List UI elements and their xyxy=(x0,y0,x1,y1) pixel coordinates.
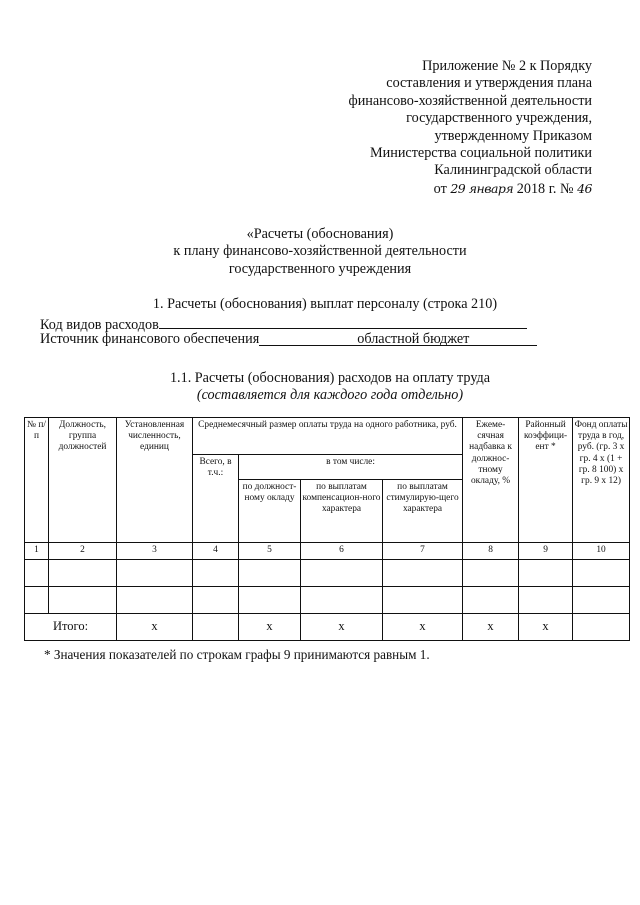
column-number: 7 xyxy=(383,543,463,560)
funding-source-label: Источник финансового обеспечения xyxy=(40,331,260,347)
table-cell xyxy=(463,587,519,614)
order-date-line xyxy=(300,180,592,198)
payroll-table xyxy=(24,417,630,641)
title-line: государственного учреждения xyxy=(228,260,412,277)
header-headcount: Установленная численность, единиц xyxy=(117,418,193,543)
header-line: утвержденному Приказом xyxy=(434,127,592,144)
footnote: * Значения показателей по строкам графы 9 принимаются равным 1. xyxy=(44,647,430,662)
header-avg-salary-group: Среднемесячный размер оплаты труда на одного работника, руб. xyxy=(193,418,463,455)
title-line: «Расчеты (обоснования) xyxy=(246,226,394,242)
total-label: Итого: xyxy=(25,614,117,641)
table-cell xyxy=(301,587,383,614)
funding-source-blank xyxy=(259,331,537,346)
table-cell xyxy=(49,587,117,614)
header-regional-coefficient: Районный коэффици-ент * xyxy=(519,418,573,543)
column-number-row xyxy=(25,543,630,560)
header-line: Приложение № 2 к Порядку xyxy=(422,58,592,74)
table-cell xyxy=(193,560,239,587)
table-cell xyxy=(573,587,630,614)
date-prefix: от xyxy=(433,180,447,197)
table-cell xyxy=(239,560,301,587)
header-line: государственного учреждения, xyxy=(406,110,592,127)
table-cell xyxy=(463,560,519,587)
column-number: 1 xyxy=(25,543,49,560)
column-number: 6 xyxy=(301,543,383,560)
column-number: 8 xyxy=(463,543,519,560)
header-including-group: в том числе: xyxy=(239,455,463,480)
header-line: финансово-хозяйственной деятельности xyxy=(348,92,592,109)
subsection-heading: 1.1. Расчеты (обоснования) расходов на оплату труда xyxy=(169,370,491,386)
subsection-heading-block xyxy=(60,370,600,403)
table-cell xyxy=(117,560,193,587)
table-cell xyxy=(117,587,193,614)
table-cell xyxy=(193,587,239,614)
total-cell: х xyxy=(117,614,193,641)
table-row xyxy=(25,587,630,614)
table-cell xyxy=(383,560,463,587)
total-cell xyxy=(193,614,239,641)
header-line: Калининградской области xyxy=(434,162,592,179)
table-cell xyxy=(383,587,463,614)
table-cell xyxy=(239,587,301,614)
header-annual-fund: Фонд оплаты труда в год, руб. (гр. 3 х гр. 4 х (1 + гр. 8 100) х гр. 9 х 12) xyxy=(573,418,630,543)
column-number: 9 xyxy=(519,543,573,560)
document-title xyxy=(120,226,520,278)
table-cell xyxy=(25,587,49,614)
column-number: 10 xyxy=(573,543,630,560)
column-number: 3 xyxy=(117,543,193,560)
table-cell xyxy=(49,560,117,587)
header-incentive: по выплатам стимулирую-щего характера xyxy=(383,480,463,543)
total-cell: х xyxy=(301,614,383,641)
header-position: Должность, группа должностей xyxy=(49,418,117,543)
header-row-1 xyxy=(25,418,630,455)
handwritten-number: 46 xyxy=(577,180,592,196)
header-monthly-bonus: Ежеме-сячная надбавка к должнос-тному окладу, % xyxy=(463,418,519,543)
table-cell xyxy=(519,560,573,587)
table-cell xyxy=(573,560,630,587)
table-row xyxy=(25,560,630,587)
table-cell xyxy=(519,587,573,614)
appendix-header xyxy=(300,58,592,198)
table-cell xyxy=(301,560,383,587)
total-cell xyxy=(573,614,630,641)
header-total: Всего, в т.ч.: xyxy=(193,455,239,543)
funding-source-value: областной бюджет xyxy=(357,331,470,347)
subsection-note: (составляется для каждого года отдельно) xyxy=(196,386,464,403)
section-1-heading: 1. Расчеты (обоснования) выплат персоналу (строка 210) xyxy=(152,296,498,312)
funding-source-field xyxy=(40,331,537,348)
total-cell: х xyxy=(519,614,573,641)
total-cell: х xyxy=(239,614,301,641)
header-line: Министерства социальной политики xyxy=(370,145,592,162)
column-number: 4 xyxy=(193,543,239,560)
handwritten-date: 29 января xyxy=(450,180,514,196)
header-base-salary: по должност-ному окладу xyxy=(239,480,301,543)
column-number: 5 xyxy=(239,543,301,560)
expense-code-blank xyxy=(159,314,527,329)
title-line: к плану финансово-хозяйственной деятельности xyxy=(173,243,467,260)
expense-code-label: Код видов расходов xyxy=(40,317,159,333)
header-row-number: № п/п xyxy=(25,418,49,543)
header-compensation: по выплатам компенсацион-ного характера xyxy=(301,480,383,543)
header-line: составления и утверждения плана xyxy=(386,75,592,92)
date-suffix: 2018 г. № xyxy=(516,180,574,197)
column-number: 2 xyxy=(49,543,117,560)
total-row xyxy=(25,614,630,641)
total-cell: х xyxy=(463,614,519,641)
table-cell xyxy=(25,560,49,587)
total-cell: х xyxy=(383,614,463,641)
